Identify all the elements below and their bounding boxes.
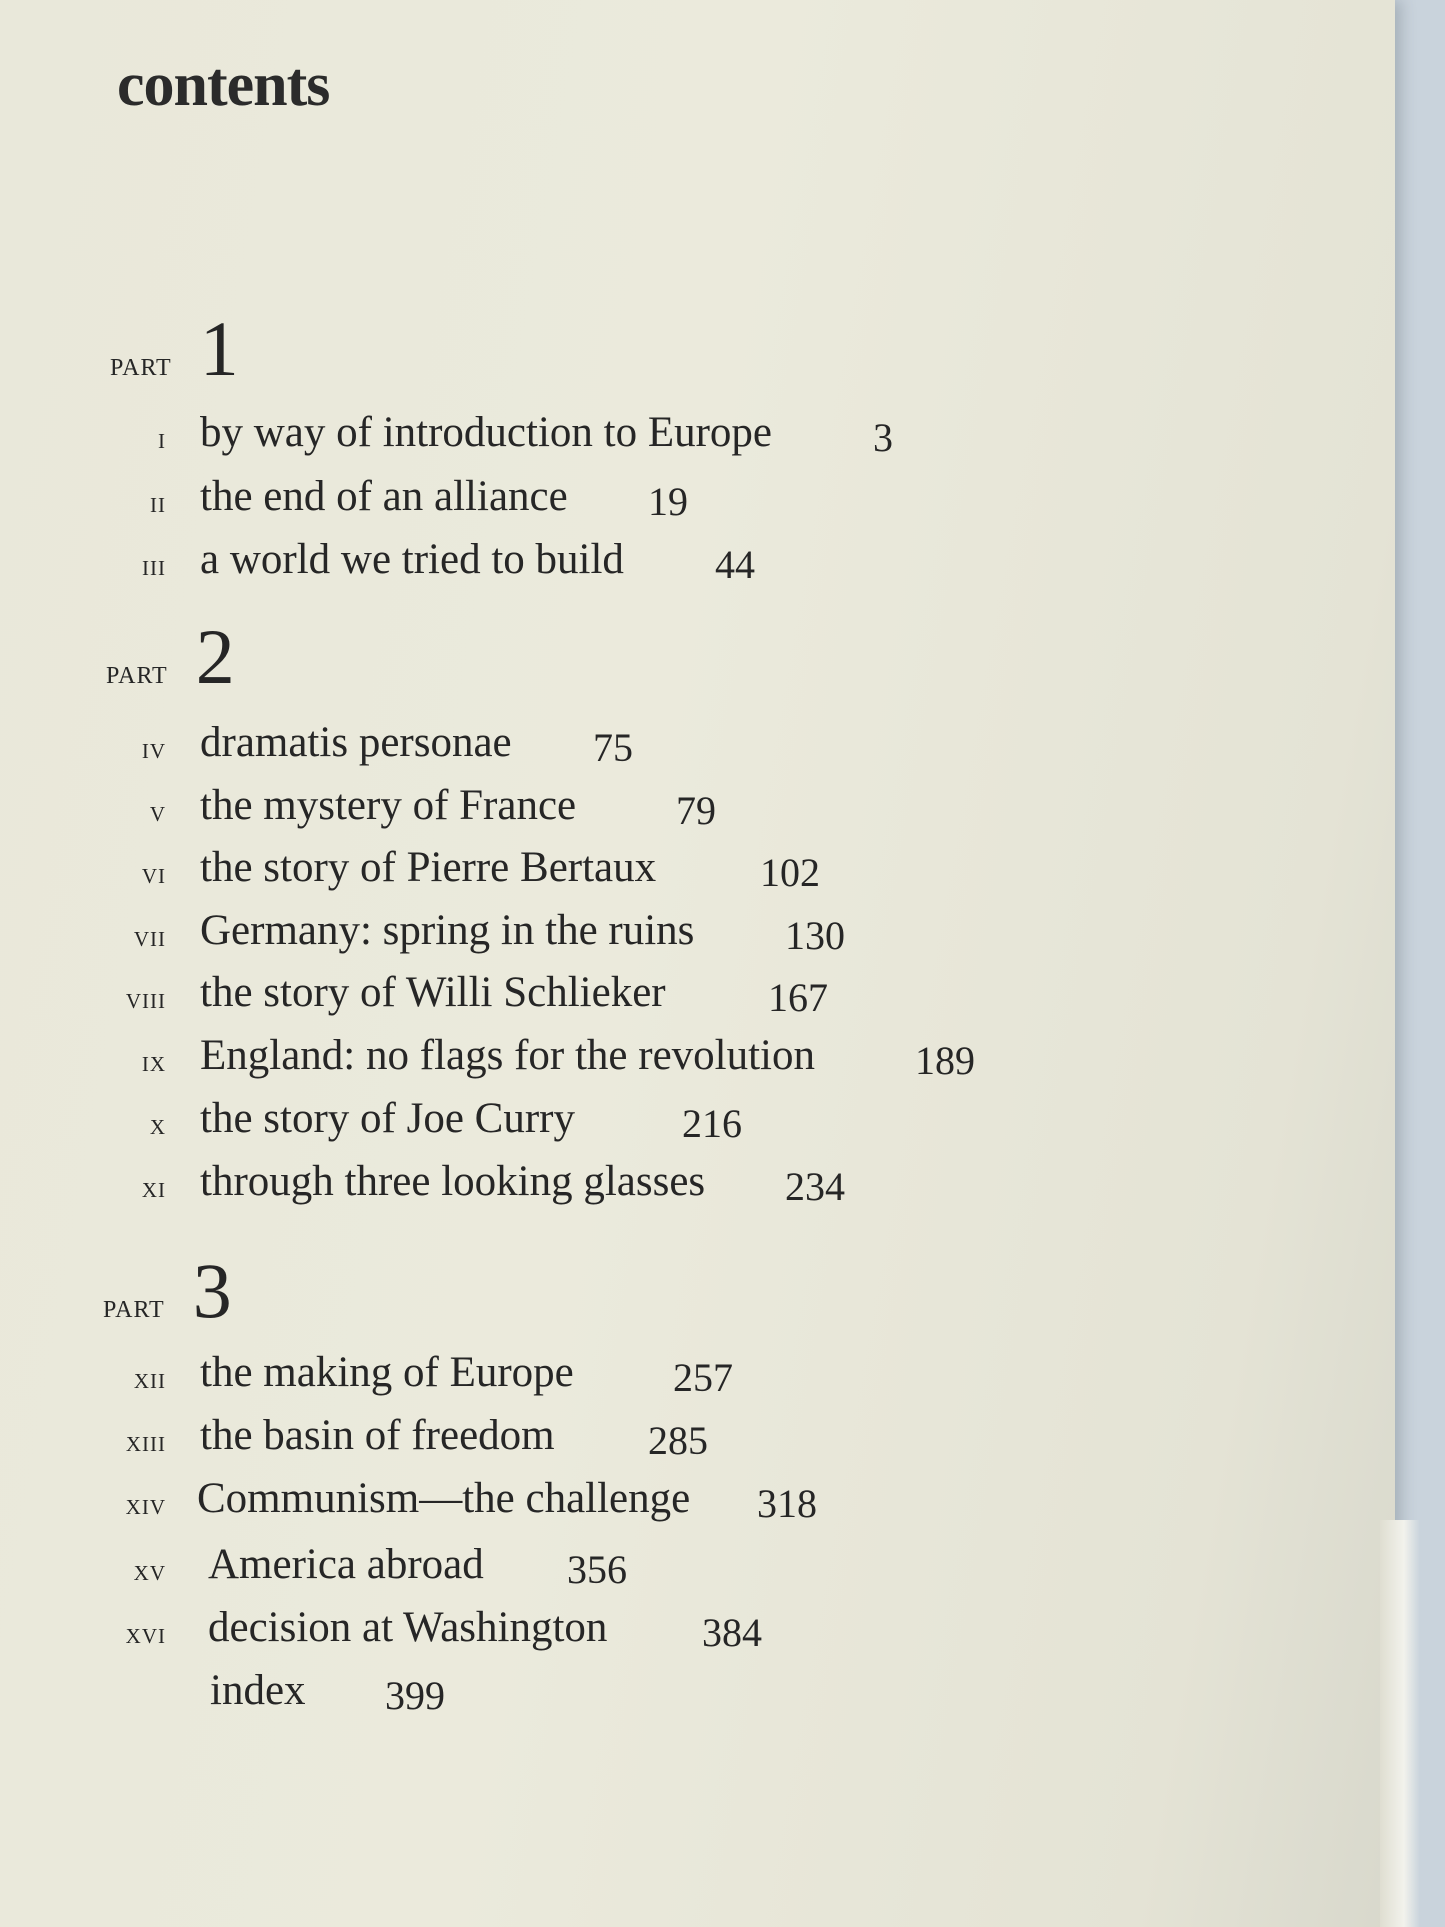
part-number: 1: [199, 305, 239, 392]
chapter-numeral: v: [149, 795, 166, 828]
chapter-title: by way of introduction to Europe: [200, 409, 773, 456]
page-number: 189: [915, 1038, 975, 1083]
toc-entry: [0, 535, 1100, 591]
page-number: 130: [785, 913, 845, 958]
page-number: 234: [785, 1164, 845, 1209]
part-number: 2: [195, 613, 235, 700]
chapter-title: through three looking glasses: [200, 1158, 706, 1205]
toc-entry: [0, 1411, 1100, 1467]
page-number: 257: [673, 1355, 733, 1400]
chapter-numeral: xi: [141, 1171, 166, 1204]
part-label: part: [110, 346, 172, 383]
chapter-title: index: [210, 1667, 306, 1714]
chapter-numeral: vii: [133, 920, 166, 953]
toc-entry: [0, 781, 1100, 837]
page-number: 216: [682, 1101, 742, 1146]
chapter-title: Germany: spring in the ruins: [200, 907, 695, 954]
chapter-numeral: xiv: [125, 1488, 166, 1521]
toc-entry: [0, 1031, 1100, 1087]
part-number: 3: [192, 1247, 232, 1334]
page-number: 356: [567, 1547, 627, 1592]
chapter-numeral: xiii: [125, 1425, 166, 1458]
toc-entry: [0, 906, 1100, 962]
chapter-numeral: xii: [133, 1362, 166, 1395]
chapter-numeral: xv: [133, 1554, 166, 1587]
page-number: 79: [676, 788, 716, 833]
toc-entry: [0, 1603, 1100, 1659]
chapter-numeral: ii: [150, 486, 166, 519]
page-title: contents: [117, 51, 330, 119]
chapter-title: the mystery of France: [200, 782, 577, 829]
page-number: 3: [873, 415, 893, 460]
page-number: 102: [760, 850, 820, 895]
part-label: part: [106, 654, 168, 691]
toc-entry: [0, 1540, 1100, 1596]
chapter-title: the basin of freedom: [200, 1412, 555, 1459]
page-number: 318: [757, 1481, 817, 1526]
toc-entry: [0, 843, 1100, 899]
toc-entry: [0, 408, 1100, 464]
toc-entry: [0, 1157, 1100, 1213]
chapter-title: England: no flags for the revolution: [200, 1032, 815, 1079]
chapter-title: decision at Washington: [208, 1604, 608, 1651]
chapter-numeral: xvi: [125, 1617, 166, 1650]
chapter-title: a world we tried to build: [200, 536, 624, 583]
toc-entry: [0, 1094, 1100, 1150]
chapter-numeral: x: [149, 1108, 166, 1141]
page-number: 399: [385, 1673, 445, 1718]
torn-page-edge: [1380, 1520, 1420, 1927]
chapter-title: the story of Pierre Bertaux: [200, 844, 657, 891]
toc-entry: [0, 968, 1100, 1024]
page-number: 19: [648, 479, 688, 524]
chapter-title: the end of an alliance: [200, 473, 568, 520]
chapter-numeral: ix: [141, 1045, 166, 1078]
toc-entry: [0, 472, 1100, 528]
chapter-title: the story of Joe Curry: [200, 1095, 575, 1142]
chapter-numeral: iv: [141, 732, 166, 765]
chapter-numeral: viii: [125, 982, 166, 1015]
part-heading-3: [103, 1247, 232, 1334]
page-number: 167: [768, 975, 828, 1020]
page-number: 75: [593, 725, 633, 770]
chapter-title: America abroad: [208, 1541, 484, 1588]
chapter-numeral: vi: [141, 857, 166, 890]
toc-entry: [0, 718, 1100, 774]
page-number: 285: [648, 1418, 708, 1463]
chapter-title: dramatis personae: [200, 719, 512, 766]
chapter-title: Communism—the challenge: [197, 1475, 691, 1522]
chapter-numeral: iii: [142, 549, 166, 582]
chapter-title: the making of Europe: [200, 1349, 574, 1396]
part-label: part: [103, 1288, 165, 1325]
toc-entry: [0, 1666, 1100, 1722]
part-heading-2: [106, 613, 235, 700]
part-heading-1: [110, 305, 239, 392]
toc-entry: [0, 1348, 1100, 1404]
toc-entry: [0, 1474, 1100, 1530]
chapter-title: the story of Willi Schlieker: [200, 969, 666, 1016]
chapter-numeral: i: [158, 422, 166, 455]
page-number: 44: [715, 542, 755, 587]
page-number: 384: [702, 1610, 762, 1655]
